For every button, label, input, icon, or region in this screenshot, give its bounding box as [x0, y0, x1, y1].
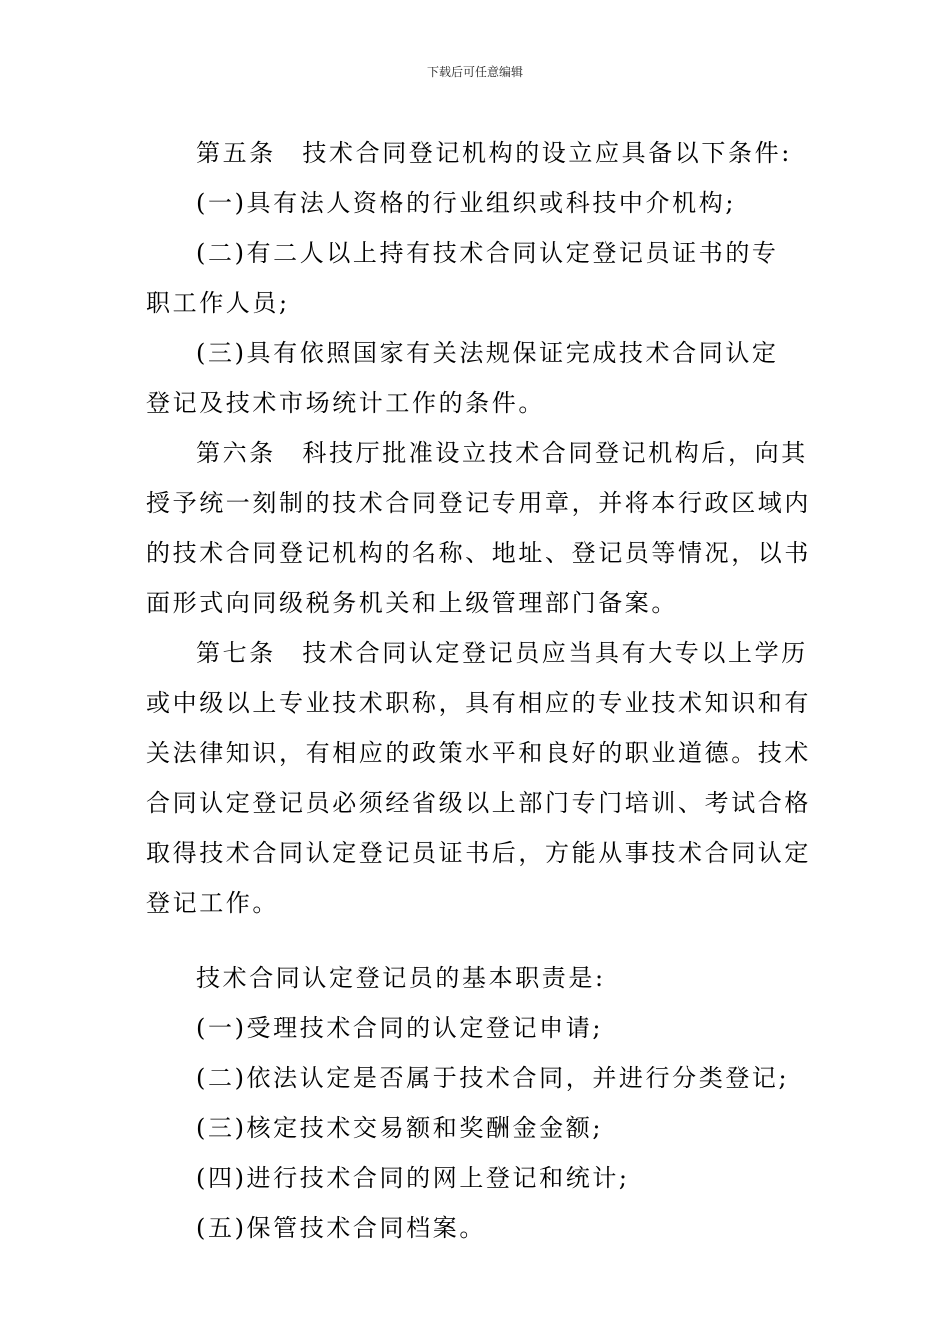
duty-item-2: (二)依法认定是否属于技术合同，并进行分类登记; — [196, 1064, 790, 1092]
article-7-line-5: 取得技术合同认定登记员证书后，方能从事技术合同认定 — [146, 839, 811, 867]
duties-heading: 技术合同认定登记员的基本职责是: — [196, 964, 606, 992]
article-7-line-4: 合同认定登记员必须经省级以上部门专门培训、考试合格 — [146, 789, 811, 817]
article-5-item-3-cont: 登记及技术市场统计工作的条件。 — [146, 389, 545, 417]
paragraph-gap — [146, 928, 806, 953]
duty-item-3: (三)核定技术交易额和奖酬金金额; — [196, 1114, 604, 1142]
duty-item-5: (五)保管技术合同档案。 — [196, 1214, 486, 1242]
article-7-line-2: 或中级以上专业技术职称，具有相应的专业技术知识和有 — [146, 689, 811, 717]
document-body — [146, 128, 811, 1253]
duty-item-1: (一)受理技术合同的认定登记申请; — [196, 1014, 604, 1042]
article-6-line-1: 第六条 科技厅批准设立技术合同登记机构后，向其 — [196, 439, 808, 467]
duty-item-4: (四)进行技术合同的网上登记和统计; — [196, 1164, 630, 1192]
article-5-heading: 第五条 技术合同登记机构的设立应具备以下条件: — [196, 139, 792, 167]
article-6-line-4: 面形式向同级税务机关和上级管理部门备案。 — [146, 589, 678, 617]
article-5-item-2: (二)有二人以上持有技术合同认定登记员证书的专 — [196, 239, 779, 267]
article-7-line-6: 登记工作。 — [146, 889, 279, 917]
article-5-item-3: (三)具有依照国家有关法规保证完成技术合同认定 — [196, 339, 779, 367]
article-6-line-2: 授予统一刻制的技术合同登记专用章，并将本行政区域内 — [146, 489, 811, 517]
page-header: 下载后可任意编辑 — [426, 65, 523, 79]
article-7-line-3: 关法律知识，有相应的政策水平和良好的职业道德。技术 — [146, 739, 811, 767]
article-5-item-2-cont: 职工作人员; — [146, 289, 290, 317]
article-7-line-1: 第七条 技术合同认定登记员应当具有大专以上学历 — [196, 639, 808, 667]
article-6-line-3: 的技术合同登记机构的名称、地址、登记员等情况，以书 — [146, 539, 811, 567]
article-5-item-1: (一)具有法人资格的行业组织或科技中介机构; — [196, 189, 737, 217]
